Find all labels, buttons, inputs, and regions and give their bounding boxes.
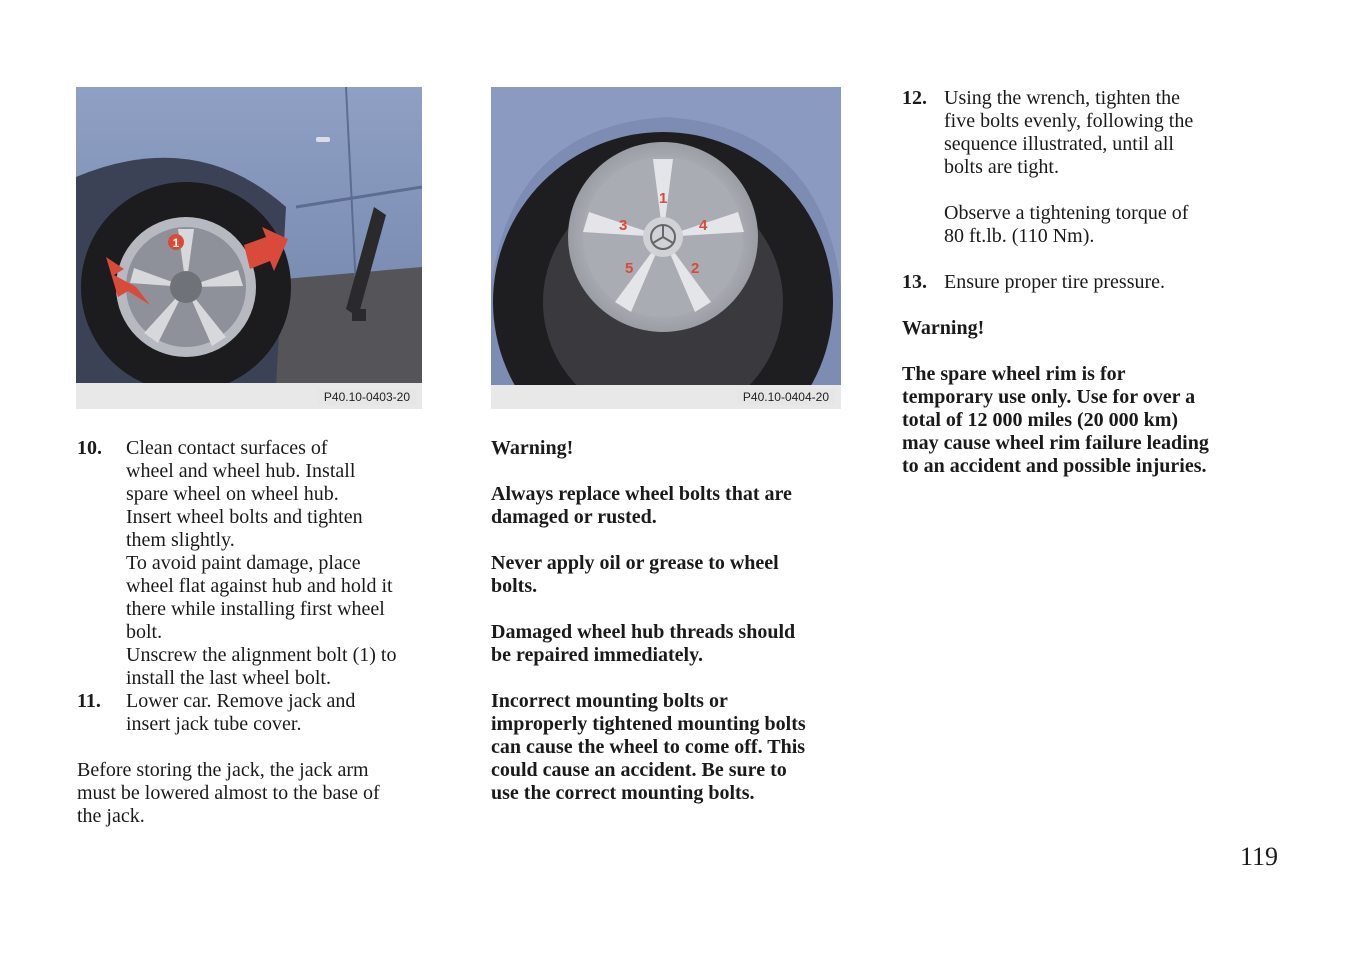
warning-title: Warning!: [491, 437, 574, 459]
step-number: 13.: [902, 271, 927, 293]
step-line: wheel and wheel hub. Install: [126, 460, 356, 482]
warning-line: be repaired immediately.: [491, 644, 704, 666]
warning-line: bolts.: [491, 575, 538, 597]
step-line: bolts are tight.: [944, 156, 1059, 178]
step-line: Using the wrench, tighten the: [944, 87, 1181, 109]
warning-line: could cause an accident. Be sure to: [491, 759, 787, 781]
right-column: [902, 87, 1282, 478]
bolt-number-3: 3: [619, 217, 628, 234]
step-line: Unscrew the alignment bolt (1) to: [126, 644, 397, 666]
figure-wheel-install: [76, 87, 422, 409]
page-number: 119: [1240, 842, 1279, 871]
step-number: 10.: [77, 437, 102, 459]
step-12: [902, 87, 1282, 248]
bolt-number-5: 5: [625, 260, 634, 277]
step-line: Ensure proper tire pressure.: [944, 271, 1166, 293]
step-10: [77, 437, 447, 690]
step-11: [77, 690, 447, 736]
figure-code-left: P40.10-0403-20: [318, 389, 416, 405]
step-line: bolt.: [126, 621, 163, 643]
figure-bolt-sequence: [491, 87, 841, 409]
step-13: [902, 271, 1282, 294]
warning-line: Incorrect mounting bolts or: [491, 690, 728, 712]
step-line: them slightly.: [126, 529, 235, 551]
bolt-number-2: 2: [691, 260, 700, 277]
step-line: insert jack tube cover.: [126, 713, 302, 735]
bolt-number-1: 1: [659, 190, 668, 207]
bolt-number-4: 4: [699, 217, 708, 234]
middle-column-warnings: [491, 437, 871, 805]
bolt-sequence-illustration: [491, 87, 841, 409]
warning-line: damaged or rusted.: [491, 506, 657, 528]
torque-line: 80 ft.lb. (110 Nm).: [944, 225, 1095, 247]
spare-wheel-warning-line: temporary use only. Use for over a: [902, 386, 1196, 408]
jack-storage-note: Before storing the jack, the jack arm: [77, 759, 369, 781]
spare-wheel-warning-line: to an accident and possible injuries.: [902, 455, 1207, 477]
warning-title: Warning!: [902, 317, 985, 339]
warning-line: Damaged wheel hub threads should: [491, 621, 796, 643]
warning-line: Never apply oil or grease to wheel: [491, 552, 779, 574]
step-line: Insert wheel bolts and tighten: [126, 506, 363, 528]
step-number: 11.: [77, 690, 101, 712]
step-number: 12.: [902, 87, 927, 109]
jack-storage-note: must be lowered almost to the base of: [77, 782, 380, 804]
callout-alignment-bolt: 1: [172, 236, 180, 250]
spare-wheel-warning-line: total of 12 000 miles (20 000 km): [902, 409, 1179, 431]
warning-line: improperly tightened mounting bolts: [491, 713, 806, 735]
step-line: five bolts evenly, following the: [944, 110, 1194, 132]
step-line: To avoid paint damage, place: [126, 552, 361, 574]
warning-line: Always replace wheel bolts that are: [491, 483, 792, 505]
jack-storage-note: the jack.: [77, 805, 145, 827]
step-line: sequence illustrated, until all: [944, 133, 1174, 155]
spare-wheel-warning-line: The spare wheel rim is for: [902, 363, 1126, 385]
torque-line: Observe a tightening torque of: [944, 202, 1189, 224]
figure-code-middle: P40.10-0404-20: [737, 389, 835, 405]
left-column: [77, 437, 447, 828]
step-line: spare wheel on wheel hub.: [126, 483, 339, 505]
spare-wheel-warning-line: may cause wheel rim failure leading: [902, 432, 1209, 454]
warning-line: use the correct mounting bolts.: [491, 782, 755, 804]
step-line: wheel flat against hub and hold it: [126, 575, 393, 597]
step-line: Lower car. Remove jack and: [126, 690, 356, 712]
step-line: Clean contact surfaces of: [126, 437, 328, 459]
wheel-install-illustration: [76, 87, 422, 409]
warning-line: can cause the wheel to come off. This: [491, 736, 806, 758]
step-line: install the last wheel bolt.: [126, 667, 331, 689]
step-line: there while installing first wheel: [126, 598, 385, 620]
